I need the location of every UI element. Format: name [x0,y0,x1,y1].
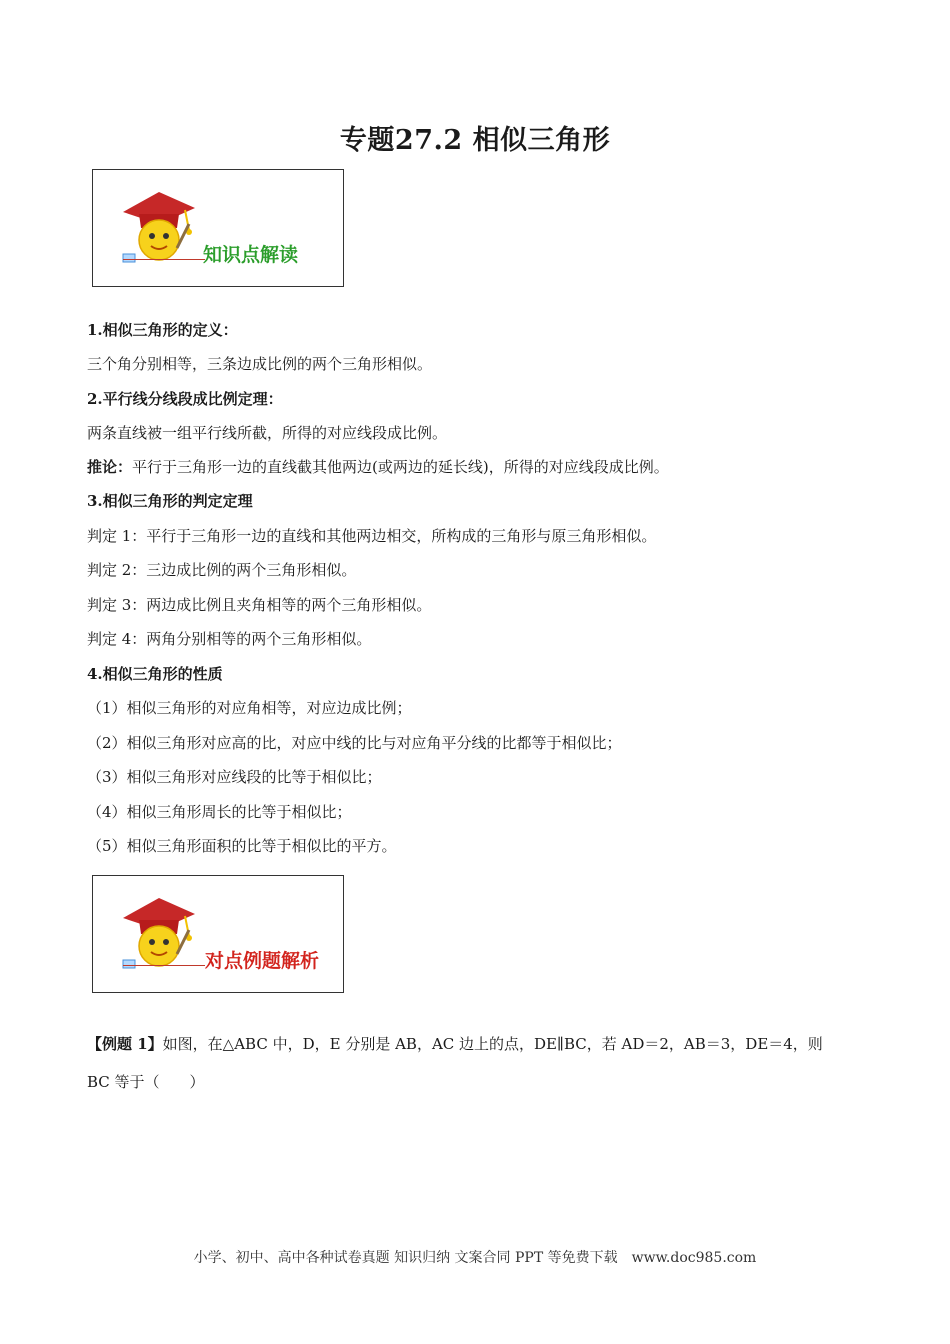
banner-title: 知识点解读 [203,244,299,266]
section3-heading: 3.相似三角形的判定定理 [87,492,253,510]
criterion-item: 判定 2：三边成比例的两个三角形相似。 [87,561,357,579]
property-item: （1）相似三角形的对应角相等，对应边成比例； [87,699,412,717]
page-title: 专题27.2 相似三角形 [339,125,611,156]
criterion-item: 判定 4：两角分别相等的两个三角形相似。 [87,630,372,648]
criterion-item: 判定 3：两边成比例且夹角相等的两个三角形相似。 [87,596,432,614]
property-item: （2）相似三角形对应高的比，对应中线的比与对应角平分线的比都等于相似比； [87,734,622,752]
section1-heading: 1.相似三角形的定义： [87,321,238,339]
example-question: 如图，在△ABC 中，D，E 分别是 AB，AC 边上的点，DE∥BC，若 AD＝2，AB＝3，DE＝4，则 [162,1035,823,1053]
page-footer: 小学、初中、高中各种试卷真题 知识归纳 文案合同 PPT 等免费下载 www.doc985.com [193,1250,757,1266]
section2-corollary [87,457,669,477]
corollary-text: 平行于三角形一边的直线截其他两边(或两边的延长线)，所得的对应线段成比例。 [132,458,669,476]
section1-text: 三个角分别相等，三条边成比例的两个三角形相似。 [87,355,433,373]
property-item: （4）相似三角形周长的比等于相似比； [87,803,352,821]
example-banner [92,875,344,993]
banner-underline [123,259,205,260]
criterion-item: 判定 1：平行于三角形一边的直线和其他两边相交，所构成的三角形与原三角形相似。 [87,527,657,545]
section4-heading: 4.相似三角形的性质 [87,665,223,683]
knowledge-banner [92,169,344,287]
property-item: （3）相似三角形对应线段的比等于相似比； [87,768,382,786]
banner-underline [123,965,205,966]
example1-line1 [87,1034,823,1054]
property-item: （5）相似三角形面积的比等于相似比的平方。 [87,837,397,855]
section2-text: 两条直线被一组平行线所截，所得的对应线段成比例。 [87,424,448,442]
corollary-label: 推论： [87,458,133,476]
example-label: 【例题 1】 [87,1035,163,1053]
example1-line2: BC 等于（ ） [87,1073,205,1091]
section2-heading: 2.平行线分线段成比例定理： [87,390,283,408]
banner-title: 对点例题解析 [205,950,320,972]
